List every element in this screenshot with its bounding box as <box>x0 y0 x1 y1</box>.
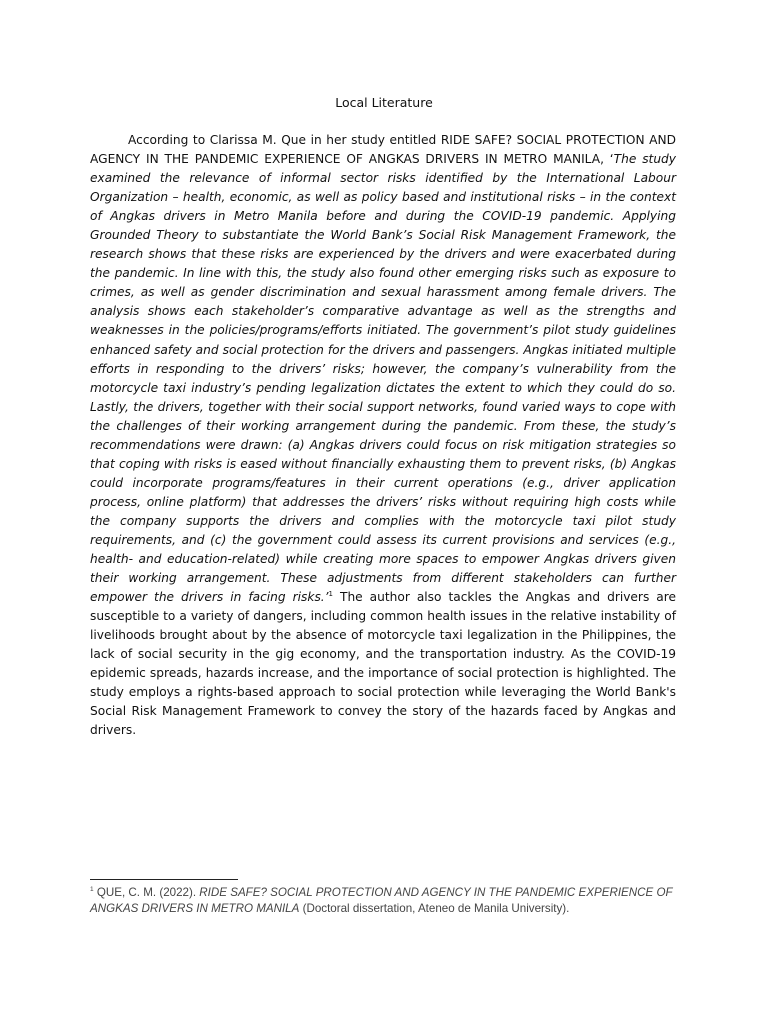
section-heading: Local Literature <box>335 95 433 110</box>
footnote-reference[interactable]: 1 <box>328 590 334 599</box>
footnote-citation-tail: (Doctoral dissertation, Ateneo de Manila University). <box>299 902 570 915</box>
body-paragraph <box>90 131 676 741</box>
quoted-abstract: The study examined the relevance of informal sector risks identified by the International Labour Organization – health, economic, as well as policy based and institutional risks – in the context of Angkas drivers in Metro Manila before and during the COVID-19 pandemic. Applying Grounded Theory to substantiate the World Bank’s Social Risk Management Framework, the research shows that these risks are experienced by the drivers and were exacerbated during the pandemic. In line with this, the study also found other emerging risks such as exposure to crimes, as well as gender discrimination and sexual harassment among female drivers. The analysis shows each stakeholder’s comparative advantage as well as the strengths and weaknesses in the policies/programs/efforts initiated. The government’s pilot study guidelines enhanced safety and social protection for the drivers and passengers. Angkas initiated multiple efforts in responding to the drivers’ risks; however, the company’s vulnerability from the motorcycle taxi industry’s pending legalization dictates the extent to which they could do so. Lastly, the drivers, together with their social support networks, found varied ways to cope with the challenges of their working arrangement during the pandemic. From these, the study’s recommendations were drawn: (a) Angkas drivers could focus on risk mitigation strategies so that coping with risks is eased without financially exhausting them to prevent risks, (b) Angkas could incorporate programs/features in their current operations (e.g., driver application process, online platform) that addresses the drivers’ risks without requiring high costs while the company supports the drivers and complies with the motorcycle taxi pilot study requirements, and (c) the government could assess its current provisions and services (e.g., health- and education-related) while creating more spaces to empower Angkas drivers given their working arrangement. These adjustments from different stakeholders can further empower the drivers in facing risks.’ <box>90 152 676 605</box>
footnote-separator <box>90 879 238 880</box>
footnote <box>90 885 676 917</box>
paragraph-continuation: The author also tackles the Angkas and drivers are susceptible to a variety of dangers, including common health issues in the relative instability of livelihoods brought about by the absence of motorcycle taxi legalization in the Philippines, the lack of social security in the gig economy, and the transportation industry. As the COVID-19 epidemic spreads, hazards increase, and the importance of social protection is highlighted. The study employs a rights-based approach to social protection while leveraging the World Bank's Social Risk Management Framework to convey the story of the hazards faced by Angkas and drivers. <box>90 590 676 738</box>
paragraph-intro: According to Clarissa M. Que in her study entitled RIDE SAFE? SOCIAL PROTECTION AND AGENCY IN THE PANDEMIC EXPERIENCE OF ANGKAS DRIVERS IN METRO MANILA, ‘ <box>90 133 676 167</box>
footnote-marker: 1 <box>90 886 94 894</box>
footnote-citation-lead: QUE, C. M. (2022). <box>93 886 200 899</box>
footnote-citation-title: RIDE SAFE? SOCIAL PROTECTION AND AGENCY IN THE PANDEMIC EXPERIENCE OF ANGKAS DRIVERS IN METRO MANILA <box>90 886 673 915</box>
